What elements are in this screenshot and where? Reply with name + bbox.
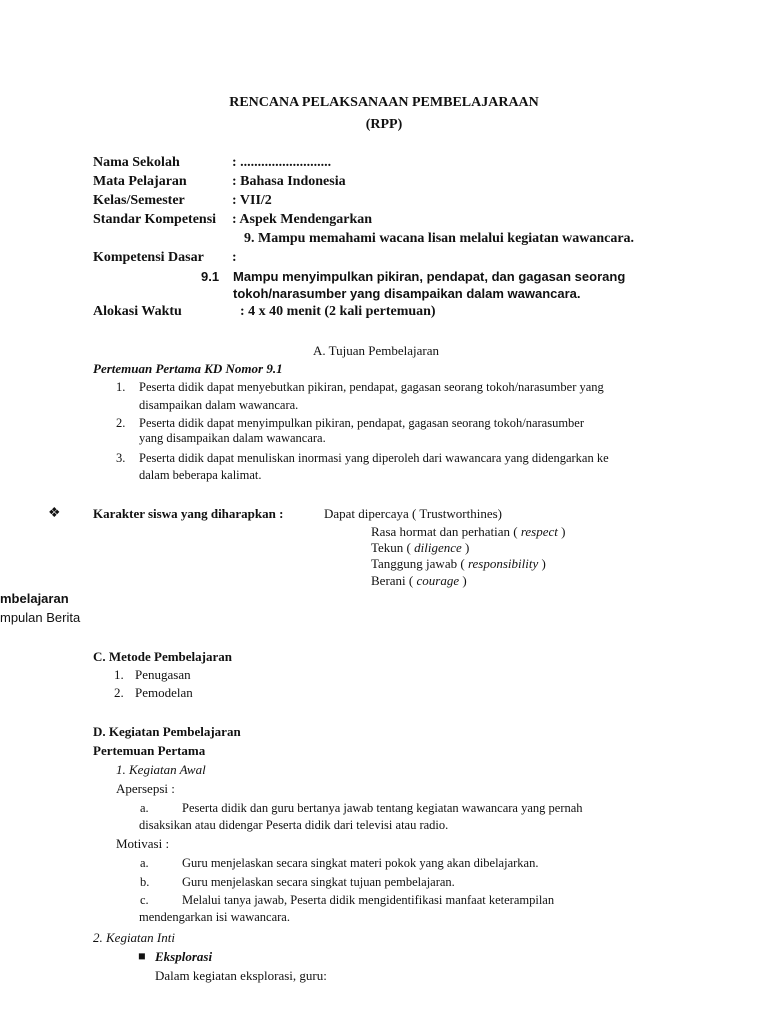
square-bullet-icon: ■: [138, 949, 146, 963]
trait-text: ): [459, 573, 467, 588]
kd-number: 9.1: [201, 269, 220, 284]
activity-line: disaksikan atau didengar Peserta didik dari televisi atau radio.: [139, 818, 449, 832]
clipped-heading: mbelajaran: [0, 591, 69, 606]
diamond-bullet-icon: ❖: [48, 506, 61, 521]
method-number: 1.: [114, 667, 124, 682]
activity-letter: a.: [140, 801, 149, 815]
time-label: Alokasi Waktu: [93, 304, 182, 319]
character-trait: [371, 573, 467, 589]
objective-line: Peserta didik dapat menuliskan inormasi yang diperoleh dari wawancara yang didengarkan ke: [139, 451, 609, 465]
character-trait: [371, 556, 546, 572]
trait-text: Tanggung jawab (: [371, 556, 468, 571]
kd-colon: :: [232, 250, 237, 265]
activity-line: Peserta didik dan guru bertanya jawab tentang kegiatan wawancara yang pernah: [182, 801, 583, 815]
method-item: Penugasan: [135, 667, 191, 682]
section-c-heading: C. Metode Pembelajaran: [93, 649, 232, 664]
objective-number: 1.: [116, 380, 126, 394]
activity-letter: c.: [140, 893, 149, 907]
subject-value: : Bahasa Indonesia: [232, 174, 346, 189]
activity-letter: b.: [140, 875, 150, 889]
school-value: : ..........................: [232, 155, 332, 170]
trait-term: courage: [416, 573, 460, 588]
character-trait: Dapat dipercaya ( Trustworthines): [324, 506, 502, 521]
activity-line: Guru menjelaskan secara singkat materi pokok yang akan dibelajarkan.: [182, 856, 539, 870]
section-a-subheading: Pertemuan Pertama KD Nomor 9.1: [93, 361, 283, 376]
class-label: Kelas/Semester: [93, 193, 185, 208]
step-initial: 1. Kegiatan Awal: [116, 762, 206, 777]
trait-text: ): [538, 556, 546, 571]
sk-detail: 9. Mampu memahami wacana lisan melalui kegiatan wawancara.: [244, 231, 635, 246]
sk-value: : Aspek Mendengarkan: [232, 212, 373, 227]
section-a-heading: A. Tujuan Pembelajaran: [313, 343, 440, 358]
objective-line: Peserta didik dapat menyebutkan pikiran, pendapat, gagasan seorang tokoh/narasumber yang: [139, 380, 604, 394]
eksplorasi-heading: Eksplorasi: [155, 949, 213, 964]
method-number: 2.: [114, 685, 124, 700]
section-d-heading: D. Kegiatan Pembelajaran: [93, 724, 241, 739]
activity-line: Guru menjelaskan secara singkat tujuan pembelajaran.: [182, 875, 455, 889]
title-line-2: (RPP): [365, 117, 403, 132]
clipped-text: mpulan Berita: [0, 610, 81, 625]
activity-line: mendengarkan isi wawancara.: [139, 910, 290, 924]
kd-line-2: tokoh/narasumber yang disampaikan dalam wawancara.: [233, 286, 581, 301]
kd-label: Kompetensi Dasar: [93, 250, 204, 265]
trait-term: responsibility: [467, 556, 539, 571]
school-label: Nama Sekolah: [93, 155, 180, 170]
objective-number: 3.: [116, 451, 126, 465]
sk-label: Standar Kompetensi: [93, 212, 217, 227]
kd-line-1: Mampu menyimpulkan pikiran, pendapat, dan gagasan seorang: [233, 269, 626, 284]
apersepsi-label: Apersepsi :: [116, 781, 175, 796]
trait-text: Berani (: [371, 573, 417, 588]
meeting-heading: Pertemuan Pertama: [93, 743, 206, 758]
activity-letter: a.: [140, 856, 149, 870]
objective-line: disampaikan dalam wawancara.: [139, 398, 299, 412]
trait-text: ): [461, 540, 470, 555]
step-core: 2. Kegiatan Inti: [93, 930, 175, 945]
trait-term: diligence: [414, 540, 462, 555]
subject-label: Mata Pelajaran: [93, 174, 187, 189]
trait-term: respect: [520, 524, 558, 539]
trait-text: Rasa hormat dan perhatian (: [371, 524, 521, 539]
objective-line: Peserta didik dapat menyimpulkan pikiran, pendapat, gagasan seorang tokoh/narasumber: [139, 416, 585, 430]
trait-text: ): [557, 524, 566, 539]
objective-line: yang disampaikan dalam wawancara.: [139, 431, 326, 445]
class-value: : VII/2: [232, 193, 272, 208]
character-trait: [371, 540, 469, 556]
title-line-1: RENCANA PELAKSANAAN PEMBELAJARAAN: [229, 95, 539, 110]
objective-number: 2.: [116, 416, 126, 430]
objective-line: dalam beberapa kalimat.: [139, 468, 262, 482]
eksplorasi-intro: Dalam kegiatan eksplorasi, guru:: [155, 968, 327, 983]
character-trait: [371, 524, 565, 540]
method-item: Pemodelan: [135, 685, 193, 700]
character-label: Karakter siswa yang diharapkan :: [93, 506, 284, 521]
time-value: : 4 x 40 menit (2 kali pertemuan): [240, 304, 436, 319]
motivasi-label: Motivasi :: [116, 836, 170, 851]
trait-text: Tekun (: [371, 540, 415, 555]
activity-line: Melalui tanya jawab, Peserta didik mengidentifikasi manfaat keterampilan: [182, 893, 555, 907]
